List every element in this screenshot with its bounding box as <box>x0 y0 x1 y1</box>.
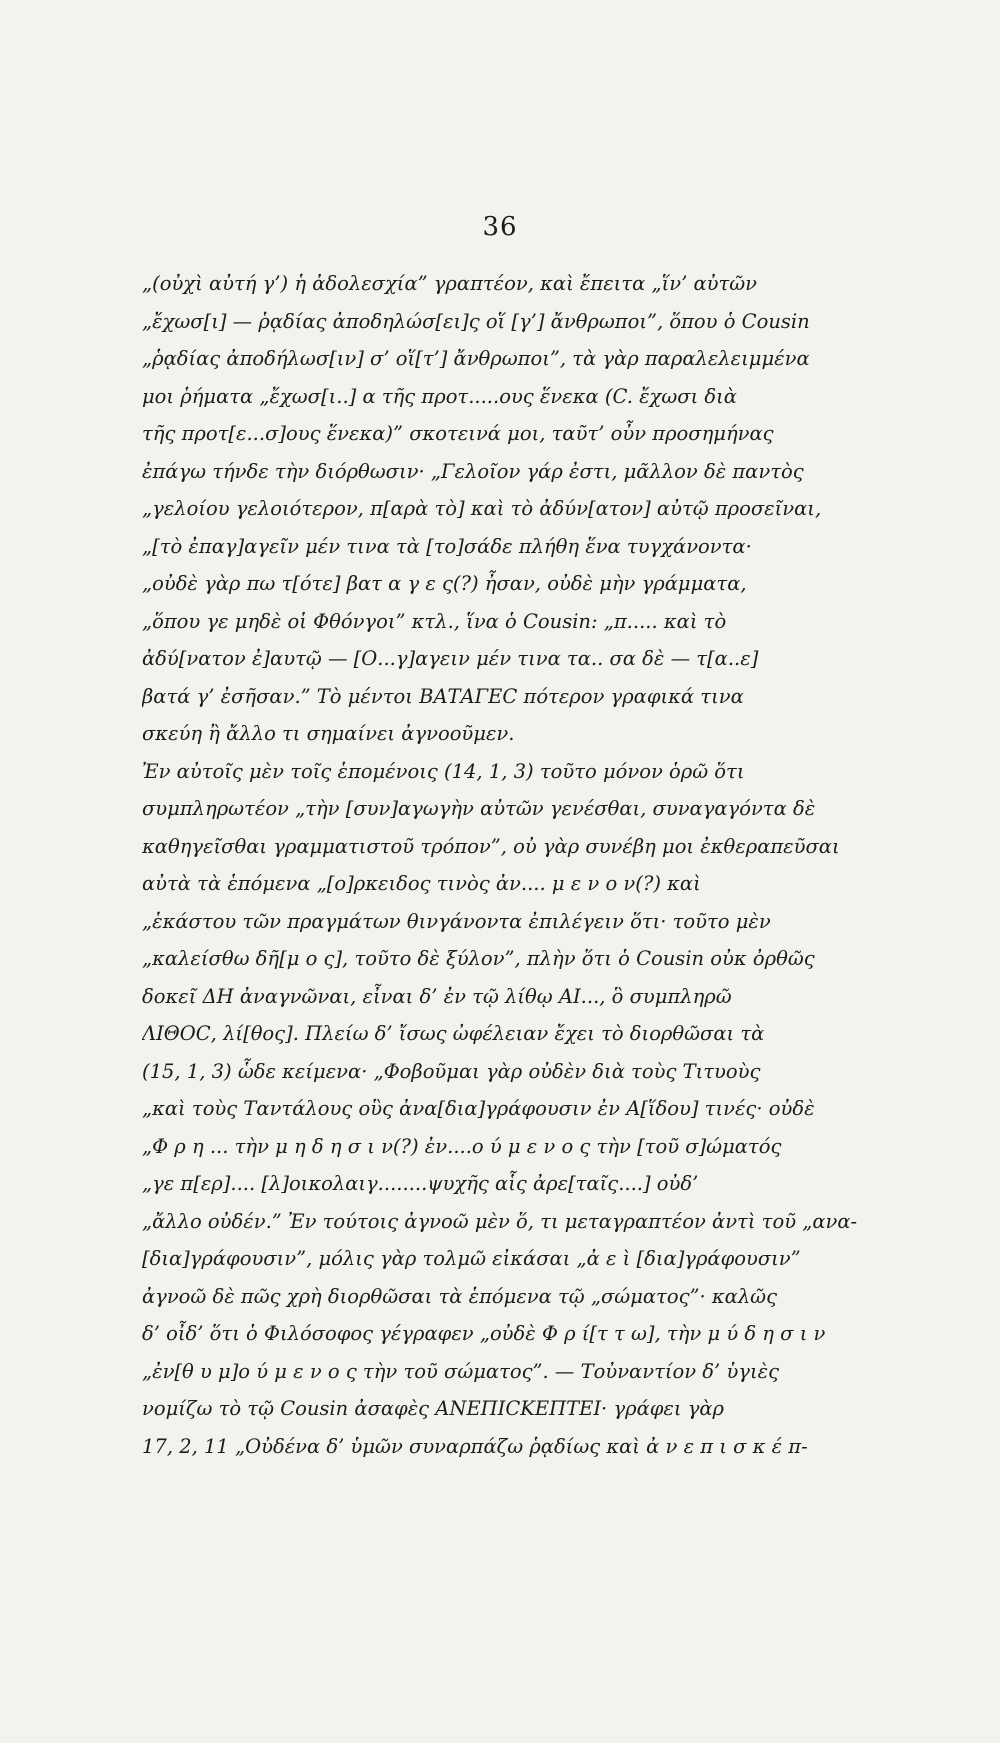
text-line: Ἐν αὐτοῖς μὲν τοῖς ἑπομένοις (14, 1, 3) τοῦτο μόνον ὁρῶ ὅτι <box>142 759 745 783</box>
text-line: 17, 2, 11 „Οὐδένα δ’ ὑμῶν συναρπάζω ῥᾳδίως καὶ ἀ ν ε π ι σ κ έ π- <box>142 1434 808 1458</box>
text-line: αὐτὰ τὰ ἑπόμενα „[ο]ρκειδος τινὸς ἀν.... μ ε ν ο ν(?) καὶ <box>142 872 701 895</box>
text-line: σκεύη ἢ ἄλλο τι σημαίνει ἀγνοοῦμεν. <box>142 722 515 745</box>
text-line: „(οὐχὶ αὐτή γ’) ἡ ἀδολεσχία” γραπτέον, καὶ ἔπειτα „ἵν’ αὐτῶν <box>142 272 758 295</box>
text-line: συμπληρωτέον „τὴν [συν]αγωγὴν αὐτῶν γενέσθαι, συναγαγόντα δὲ <box>142 797 816 820</box>
body-text <box>142 265 882 1465</box>
text-line: τῆς προτ[ε...σ]ους ἕνεκα)” σκοτεινά μοι, ταῦτ’ οὖν προσημήνας <box>142 422 774 445</box>
text-line: καθηγεῖσθαι γραμματιστοῦ τρόπον”, οὐ γὰρ συνέβη μοι ἐκθεραπεῦσαι <box>142 834 840 858</box>
text-line: „ῥᾳδίας ἀποδήλωσ[ιν] σ’ οἵ[τ’] ἄνθρωποι”, τὰ γὰρ παραλελειμμένα <box>142 347 810 370</box>
text-line: „Φ ρ η ... τὴν μ η δ η σ ι ν(?) ἐν....ο ύ μ ε ν ο ς τὴν [τοῦ σ]ώματός <box>142 1134 782 1158</box>
text-line: „[τὸ ἐπαγ]αγεῖν μέν τινα τὰ [το]σάδε πλήθη ἕνα τυγχάνοντα· <box>142 534 752 558</box>
text-line: „ἄλλο οὐδέν.” Ἐν τούτοις ἀγνοῶ μὲν ὅ, τι μεταγραπτέον ἀντὶ τοῦ „ανα- <box>142 1209 858 1233</box>
text-line: ἀδύ[νατον ἐ]αυτῷ — [Ο...γ]αγειν μέν τινα τα.. σα δὲ — τ[α..ε] <box>142 647 759 670</box>
text-line: „ἑκάστου τῶν πραγμάτων θινγάνοντα ἐπιλέγειν ὅτι· τοῦτο μὲν <box>142 909 771 933</box>
text-line: „ἐν[θ υ μ]ο ύ μ ε ν ο ς τὴν τοῦ σώματος”. — Τοὐναντίον δ’ ὑγιὲς <box>142 1359 779 1383</box>
text-line: μοι ῥήματα „ἔχωσ[ι..] α τῆς προτ.....ους ἕνεκα (C. ἔχωσι διὰ <box>142 384 737 408</box>
text-line: νομίζω τὸ τῷ Cousin ἀσαφὲς ΑΝΕΠΙϹΚΕΠΤΕΙ· γράφει γὰρ <box>142 1397 724 1420</box>
text-line: ἀγνοῶ δὲ πῶς χρὴ διορθῶσαι τὰ ἑπόμενα τῷ „σώματος”· καλῶς <box>142 1284 777 1308</box>
text-line: [δια]γράφουσιν”, μόλις γὰρ τολμῶ εἰκάσαι „ἀ ε ὶ [δια]γράφουσιν” <box>142 1247 801 1270</box>
text-line: (15, 1, 3) ὧδε κείμενα· „Φοβοῦμαι γὰρ οὐδὲν διὰ τοὺς Τιτυοὺς <box>142 1059 761 1083</box>
page-number: 36 <box>482 212 518 242</box>
text-line: δοκεῖ ΔΗ ἀναγνῶναι, εἶναι δ’ ἐν τῷ λίθῳ ΑΙ..., ὃ συμπληρῶ <box>142 984 732 1008</box>
text-line: „ὅπου γε μηδὲ οἱ Φθόνγοι” κτλ., ἵνα ὁ Cousin: „π..... καὶ τὸ <box>142 609 727 633</box>
text-line: „γελοίου γελοιότερον, π[αρὰ τὸ] καὶ τὸ ἀδύν[ατον] αὐτῷ προσεῖναι, <box>142 497 822 520</box>
text-line: ΛΙΘΟϹ, λί[θος]. Πλείω δ’ ἴσως ὠφέλειαν ἔχει τὸ διορθῶσαι τὰ <box>142 1022 765 1045</box>
text-line: βατά γ’ ἐσῆσαν.” Τὸ μέντοι ΒΑΤΑΓΕϹ πότερον γραφικά τινα <box>142 684 744 708</box>
text-line: ἐπάγω τήνδε τὴν διόρθωσιν· „Γελοῖον γάρ ἐστι, μᾶλλον δὲ παντὸς <box>142 459 804 483</box>
text-line: „καὶ τοὺς Ταντάλους οὓς ἀνα[δια]γράφουσιν ἐν Α[ἵδου] τινές· οὐδὲ <box>142 1097 815 1120</box>
text-line: „γε π[ερ].... [λ]οικολαιγ........ψυχῆς αἷς ἀρε[ταῖς....] οὐδ’ <box>142 1172 699 1195</box>
text-line: δ’ οἶδ’ ὅτι ὁ Φιλόσοφος γέγραφεν „οὐδὲ Φ ρ ί[τ τ ω], τὴν μ ύ δ η σ ι ν <box>142 1322 826 1345</box>
text-line: „οὐδὲ γὰρ πω τ[ότε] βατ α γ ε ς(?) ἦσαν, οὐδὲ μὴν γράμματα, <box>142 572 747 595</box>
text-line: „καλείσθω δῆ[μ ο ς], τοῦτο δὲ ξύλον”, πλὴν ὅτι ὁ Cousin οὐκ ὀρθῶς <box>142 947 815 970</box>
text-line: „ἔχωσ[ι] — ῥᾳδίας ἀποδηλώσ[ει]ς οἵ [γ’] ἄνθρωποι”, ὅπου ὁ Cousin <box>142 309 810 333</box>
